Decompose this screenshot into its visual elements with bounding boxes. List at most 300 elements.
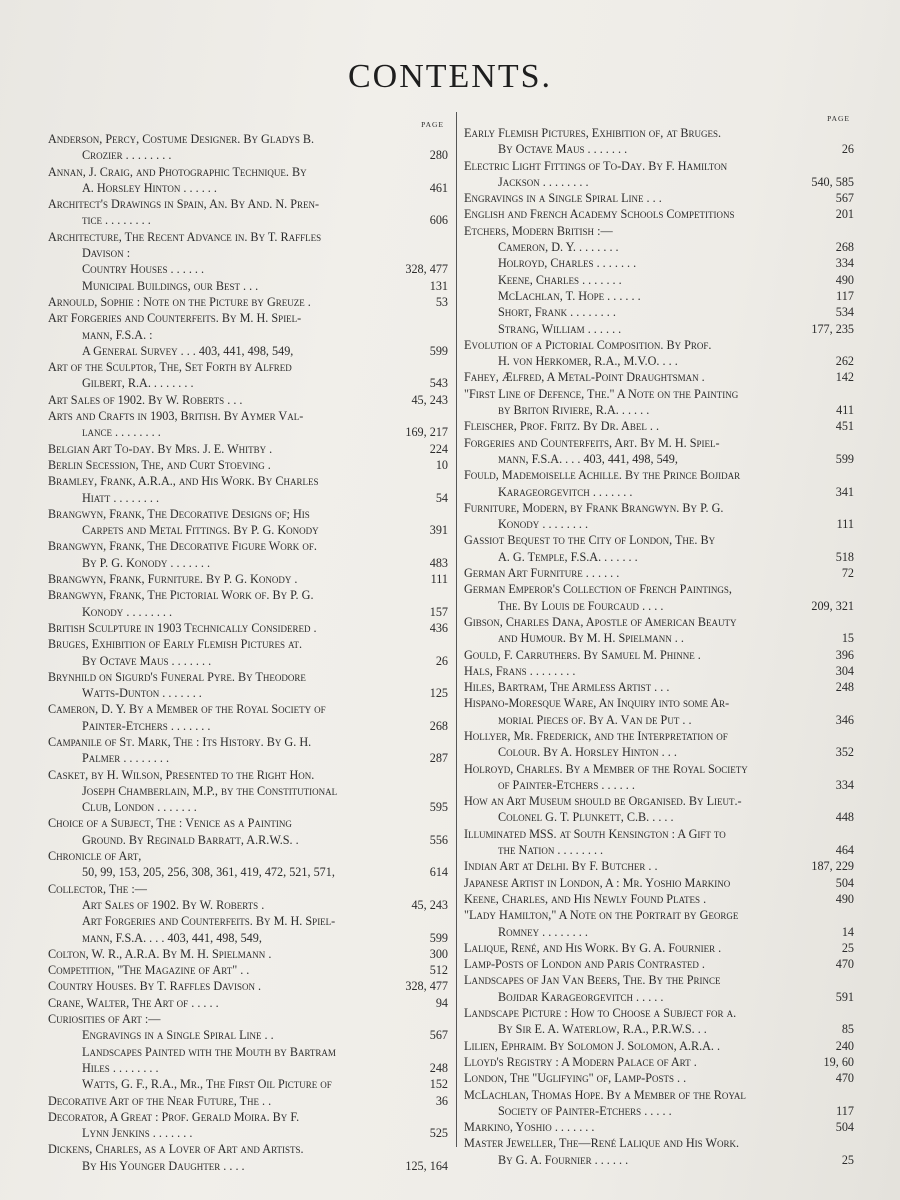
toc-entry-text: Colonel G. T. Plunkett, C.B. . . . . (498, 810, 674, 825)
toc-entry (48, 1093, 448, 1109)
toc-entry (464, 777, 854, 793)
toc-entry (48, 212, 448, 228)
toc-entry (48, 327, 448, 343)
toc-entry-text: Forgeries and Counterfeits, Art. By M. H. Spiel- (464, 435, 720, 450)
toc-page-number: 436 (429, 620, 448, 635)
toc-entry-text: Country Houses. By T. Raffles Davison . (48, 979, 262, 994)
toc-entry-text: Markino, Yoshio . . . . . . . (464, 1120, 595, 1135)
page-column-header: PAGE (421, 120, 444, 129)
toc-entry-text: German Art Furniture . . . . . . (464, 566, 620, 581)
toc-page-number: 72 (841, 566, 854, 581)
toc-entry-text: Architect's Drawings in Spain, An. By And. N. Pren- (48, 197, 320, 212)
toc-entry-text: Arts and Crafts in 1903, British. By Aymer Val- (48, 409, 304, 424)
toc-entry (464, 647, 854, 663)
toc-page-number: 125, 164 (405, 1158, 448, 1173)
toc-page-number: 177, 235 (811, 321, 854, 336)
toc-entry-text: Casket, by H. Wilson, Presented to the Right Hon. (48, 767, 315, 782)
toc-entry (48, 864, 448, 880)
toc-entry-text: Karageorgevitch . . . . . . . (498, 484, 633, 499)
toc-entry (464, 353, 854, 369)
toc-page-number: 411 (836, 403, 854, 418)
toc-entry-text: Crane, Walter, The Art of . . . . . (48, 995, 219, 1010)
toc-entry (48, 180, 448, 196)
toc-entry-text: Lilien, Ephraim. By Solomon J. Solomon, A.R.A. . (464, 1038, 721, 1053)
toc-entry-text: Collector, The :— (48, 881, 147, 896)
toc-page-number: 15 (841, 631, 854, 646)
toc-page-number: 396 (835, 647, 854, 662)
toc-entry-text: Crozier . . . . . . . . (82, 148, 172, 163)
toc-entry (48, 457, 448, 473)
toc-entry-text: Landscape Picture : How to Choose a Subject for a. (464, 1006, 737, 1021)
toc-page-number: 599 (429, 343, 448, 358)
toc-entry (464, 679, 854, 695)
toc-entry (464, 956, 854, 972)
contents-column-left (48, 117, 448, 1174)
toc-page-number: 543 (429, 376, 448, 391)
toc-entry (464, 695, 854, 711)
toc-page-number: 142 (835, 370, 854, 385)
toc-page-number: 300 (429, 946, 448, 961)
toc-entry (464, 972, 854, 988)
toc-entry (48, 718, 448, 734)
toc-entry (464, 1070, 854, 1086)
toc-entry-text: Painter-Etchers . . . . . . . (82, 718, 211, 733)
toc-entry (48, 946, 448, 962)
toc-entry-text: Brangwyn, Frank, The Pictorial Work of. By P. G. (48, 588, 314, 603)
toc-entry-text: A. Horsley Hinton . . . . . . (82, 180, 217, 195)
toc-entry (48, 555, 448, 571)
toc-entry (464, 1038, 854, 1054)
toc-entry (464, 288, 854, 304)
toc-entry-text: Cameron, D. Y. By a Member of the Royal Society of (48, 702, 326, 717)
toc-page-number: 209, 321 (811, 598, 854, 613)
toc-page-number: 26 (841, 142, 854, 157)
toc-entry-text: Furniture, Modern, by Frank Brangwyn. By P. G. (464, 500, 724, 515)
toc-page-number: 470 (835, 1071, 854, 1086)
toc-page-number: 85 (841, 1022, 854, 1037)
toc-entry (48, 261, 448, 277)
toc-entry (48, 294, 448, 310)
toc-page-number: 45, 243 (411, 392, 448, 407)
toc-page-number: 94 (435, 995, 448, 1010)
toc-entry-text: Holroyd, Charles. By a Member of the Royal Society (464, 761, 748, 776)
toc-page-number: 328, 477 (405, 262, 448, 277)
toc-entry-text: Club, London . . . . . . . (82, 800, 197, 815)
toc-entry-text: Annan, J. Craig, and Photographic Technique. By (48, 164, 307, 179)
toc-entry-text: Evolution of a Pictorial Composition. By Prof. (464, 337, 712, 352)
toc-entry-text: lance . . . . . . . . (82, 425, 161, 440)
toc-entry (464, 435, 854, 451)
toc-entry (48, 881, 448, 897)
toc-entry (48, 897, 448, 913)
toc-entry-text: Jackson . . . . . . . . (498, 174, 589, 189)
toc-entry (464, 549, 854, 565)
toc-entry-text: Hiles . . . . . . . . (82, 1060, 159, 1075)
toc-entry (48, 490, 448, 506)
toc-page-number: 10 (435, 457, 448, 472)
toc-entry-text: Short, Frank . . . . . . . . (498, 305, 616, 320)
toc-entry-text: morial Pieces of. By A. Van de Put . . (498, 712, 692, 727)
toc-entry-text: Art Forgeries and Counterfeits. By M. H. Spiel- (48, 311, 302, 326)
toc-entry-text: Country Houses . . . . . . (82, 262, 205, 277)
toc-entry (464, 842, 854, 858)
page-title: CONTENTS. (347, 58, 553, 95)
toc-page-number: 461 (429, 180, 448, 195)
toc-entry-text: Bramley, Frank, A.R.A., and His Work. By Charles (48, 474, 319, 489)
toc-page-number: 25 (841, 1152, 854, 1167)
toc-entry-text: Competition, "The Magazine of Art" . . (48, 963, 250, 978)
toc-entry (464, 174, 854, 190)
toc-entry-text: Hiles, Bartram, The Armless Artist . . . (464, 680, 670, 695)
toc-entry-text: Hollyer, Mr. Frederick, and the Interpretation of (464, 728, 728, 743)
toc-entry (464, 1135, 854, 1151)
toc-entry-text: Colour. By A. Horsley Hinton . . . (498, 745, 677, 760)
toc-entry-text: By G. A. Fournier . . . . . . (498, 1152, 629, 1167)
toc-page-number: 117 (836, 1103, 854, 1118)
toc-entry (464, 386, 854, 402)
toc-entry (464, 663, 854, 679)
toc-entry-text: Gilbert, R.A. . . . . . . . (82, 376, 194, 391)
toc-entry-text: mann, F.S.A. . . . 403, 441, 498, 549, (82, 930, 262, 945)
toc-entry-text: Brangwyn, Frank, The Decorative Designs of; His (48, 506, 310, 521)
toc-entry-text: Holroyd, Charles . . . . . . . (498, 256, 637, 271)
toc-entry (464, 793, 854, 809)
toc-page-number: 248 (835, 680, 854, 695)
toc-page-number: 352 (835, 745, 854, 760)
page-column-header: PAGE (827, 114, 850, 123)
toc-entry (464, 565, 854, 581)
toc-page-number: 451 (835, 419, 854, 434)
toc-entry-text: Hispano-Moresque Ware, An Inquiry into some Ar- (464, 696, 730, 711)
toc-page-number: 341 (835, 484, 854, 499)
toc-entry-text: By Octave Maus . . . . . . . (498, 142, 628, 157)
toc-entry (464, 614, 854, 630)
toc-entry-text: Romney . . . . . . . . (498, 924, 588, 939)
toc-entry-text: McLachlan, T. Hope . . . . . . (498, 288, 641, 303)
toc-entry (48, 164, 448, 180)
toc-entry (464, 304, 854, 320)
toc-entry (464, 728, 854, 744)
toc-page-number: 518 (835, 549, 854, 564)
toc-entry (48, 310, 448, 326)
toc-entry (48, 832, 448, 848)
toc-entry (48, 392, 448, 408)
toc-entry-text: Konody . . . . . . . . (82, 604, 173, 619)
toc-entry (464, 891, 854, 907)
toc-page-number: 595 (429, 800, 448, 815)
toc-entry-text: Lynn Jenkins . . . . . . . (82, 1126, 193, 1141)
toc-entry-text: Hals, Frans . . . . . . . . (464, 663, 576, 678)
toc-entry-text: Master Jeweller, The—René Lalique and His Work. (464, 1136, 739, 1151)
column-divider (456, 112, 457, 1147)
toc-entry-text: Lalique, René, and His Work. By G. A. Fournier . (464, 940, 722, 955)
toc-entry-text: Early Flemish Pictures, Exhibition of, at Bruges. (464, 126, 722, 140)
toc-entry (48, 196, 448, 212)
toc-entry-text: Cameron, D. Y. . . . . . . . (498, 240, 619, 255)
toc-entry (48, 587, 448, 603)
toc-page-number: 591 (835, 989, 854, 1004)
toc-entry (464, 451, 854, 467)
toc-entry-text: Brangwyn, Frank, Furniture. By P. G. Konody . (48, 572, 298, 587)
toc-entry (48, 1125, 448, 1141)
toc-entry (48, 359, 448, 375)
toc-page-number: 504 (835, 875, 854, 890)
toc-entry (48, 815, 448, 831)
toc-entry-text: Campanile of St. Mark, The : Its History. By G. H. (48, 734, 312, 749)
toc-entry (464, 190, 854, 206)
toc-page-number: 391 (429, 523, 448, 538)
toc-page-number: 567 (835, 191, 854, 206)
toc-entry-text: Choice of a Subject, The : Venice as a Painting (48, 816, 292, 831)
toc-entry-text: By His Younger Daughter . . . . (82, 1158, 245, 1173)
toc-entry (464, 272, 854, 288)
toc-entry-text: mann, F.S.A. : (82, 327, 153, 342)
toc-entry (48, 930, 448, 946)
toc-entry (464, 158, 854, 174)
toc-entry (48, 245, 448, 261)
toc-entry-text: By Octave Maus . . . . . . . (82, 653, 212, 668)
toc-entry-text: Watts, G. F., R.A., Mr., The First Oil Picture of (82, 1077, 332, 1092)
toc-entry (464, 1054, 854, 1070)
toc-page-number: 525 (429, 1126, 448, 1141)
toc-entry-text: Art of the Sculptor, The, Set Forth by Alfred (48, 360, 292, 375)
toc-page-number: 201 (835, 207, 854, 222)
toc-entry-text: mann, F.S.A. . . . 403, 441, 498, 549, (498, 451, 678, 466)
toc-entry (48, 424, 448, 440)
left-entries (48, 131, 448, 1174)
toc-entry (464, 598, 854, 614)
toc-page-number: 599 (429, 930, 448, 945)
toc-page-number: 599 (835, 451, 854, 466)
toc-entry-text: Watts-Dunton . . . . . . . (82, 686, 202, 701)
toc-page-number: 334 (835, 777, 854, 792)
toc-entry-text: Art Sales of 1902. By W. Roberts . (82, 897, 265, 912)
toc-entry-text: Anderson, Percy, Costume Designer. By Gladys B. (48, 132, 315, 146)
toc-page-number: 606 (429, 213, 448, 228)
toc-page-number: 346 (835, 712, 854, 727)
toc-entry-text: Strang, William . . . . . . (498, 321, 622, 336)
toc-entry-text: Gassiot Bequest to the City of London, The. By (464, 533, 716, 548)
toc-entry-text: Davison : (82, 246, 131, 261)
toc-page-number: 304 (835, 663, 854, 678)
toc-entry (48, 701, 448, 717)
toc-page-number: 25 (841, 940, 854, 955)
toc-entry-text: Landscapes of Jan Van Beers, The. By the Prince (464, 973, 721, 988)
toc-entry (464, 630, 854, 646)
toc-entry-text: Indian Art at Delhi. By F. Butcher . . (464, 859, 658, 874)
toc-entry-text: Art Sales of 1902. By W. Roberts . . . (48, 392, 243, 407)
toc-entry-text: Bojidar Karageorgevitch . . . . . (498, 989, 664, 1004)
toc-entry (48, 1060, 448, 1076)
toc-page-number: 111 (836, 517, 854, 532)
toc-entry (48, 913, 448, 929)
toc-entry (48, 441, 448, 457)
toc-entry (464, 744, 854, 760)
toc-entry (464, 500, 854, 516)
toc-page-number: 567 (429, 1028, 448, 1043)
toc-entry-text: How an Art Museum should be Organised. By Lieut.- (464, 794, 742, 809)
toc-entry-text: Fleischer, Prof. Fritz. By Dr. Abel . . (464, 419, 660, 434)
toc-entry (48, 408, 448, 424)
toc-entry-text: McLachlan, Thomas Hope. By a Member of the Royal (464, 1087, 746, 1102)
toc-entry-text: Art Forgeries and Counterfeits. By M. H. Spiel- (82, 914, 336, 929)
toc-entry-text: A. G. Temple, F.S.A. . . . . . . (498, 549, 638, 564)
toc-entry (464, 761, 854, 777)
toc-entry-text: Colton, W. R., A.R.A. By M. H. Spielmann . (48, 946, 272, 961)
toc-entry (464, 337, 854, 353)
toc-page-number: 556 (429, 832, 448, 847)
toc-entry (48, 783, 448, 799)
toc-entry-text: "Lady Hamilton," A Note on the Portrait by George (464, 908, 739, 923)
toc-entry (48, 375, 448, 391)
toc-entry (464, 206, 854, 222)
toc-entry (48, 1158, 448, 1174)
toc-page-number: 157 (429, 604, 448, 619)
toc-page-number: 540, 585 (811, 174, 854, 189)
toc-page-number: 268 (835, 240, 854, 255)
toc-page-number: 268 (429, 718, 448, 733)
toc-entry-text: "First Line of Defence, The." A Note on the Painting (464, 386, 739, 401)
toc-entry (464, 809, 854, 825)
toc-page-number: 248 (429, 1060, 448, 1075)
toc-entry (48, 1027, 448, 1043)
toc-entry-text: Hiatt . . . . . . . . (82, 490, 160, 505)
toc-page-number: 512 (429, 963, 448, 978)
toc-entry (464, 1119, 854, 1135)
toc-entry (464, 712, 854, 728)
toc-entry (48, 506, 448, 522)
toc-page-number: 26 (435, 653, 448, 668)
toc-entry (48, 620, 448, 636)
toc-entry (464, 1103, 854, 1119)
toc-entry (464, 907, 854, 923)
toc-entry-text: Decorative Art of the Near Future, The . . (48, 1093, 272, 1108)
toc-page-number: 45, 243 (411, 897, 448, 912)
toc-page-number: 224 (429, 441, 448, 456)
toc-entry-text: Brangwyn, Frank, The Decorative Figure Work of. (48, 539, 317, 554)
toc-entry (48, 848, 448, 864)
toc-page-number: 448 (835, 810, 854, 825)
toc-entry-text: Landscapes Painted with the Mouth by Bartram (82, 1044, 336, 1059)
toc-page-number: 169, 217 (405, 425, 448, 440)
toc-entry (464, 858, 854, 874)
toc-page-number: 19, 60 (823, 1054, 854, 1069)
toc-entry-text: Etchers, Modern British :— (464, 223, 613, 238)
toc-entry-text: British Sculpture in 1903 Technically Considered . (48, 620, 317, 635)
toc-page-number: 187, 229 (811, 859, 854, 874)
toc-entry (48, 750, 448, 766)
toc-page-number: 504 (835, 1120, 854, 1135)
toc-page-number: 287 (429, 751, 448, 766)
toc-entry-text: Architecture, The Recent Advance in. By T. Raffles (48, 229, 322, 244)
toc-page-number: 464 (835, 843, 854, 858)
toc-entry (464, 402, 854, 418)
toc-entry (464, 467, 854, 483)
toc-entry (464, 940, 854, 956)
toc-entry (48, 767, 448, 783)
toc-entry (48, 571, 448, 587)
toc-entry-text: English and French Academy Schools Competitions (464, 207, 735, 222)
toc-page-number: 152 (429, 1077, 448, 1092)
toc-page-number: 614 (429, 865, 448, 880)
toc-page-number: 53 (435, 294, 448, 309)
toc-entry-text: Chronicle of Art, (48, 849, 142, 864)
toc-entry (464, 418, 854, 434)
toc-entry (48, 522, 448, 538)
toc-page-number: 262 (835, 354, 854, 369)
toc-entry (464, 924, 854, 940)
toc-page-number: 240 (835, 1038, 854, 1053)
toc-entry-text: the Nation . . . . . . . . (498, 843, 604, 858)
toc-entry (464, 141, 854, 157)
toc-entry-text: German Emperor's Collection of French Paintings, (464, 582, 732, 597)
toc-entry (48, 1044, 448, 1060)
toc-entry (464, 321, 854, 337)
toc-entry (464, 875, 854, 891)
toc-entry (464, 1021, 854, 1037)
toc-entry-text: Illuminated MSS. at South Kensington : A Gift to (464, 826, 726, 841)
toc-entry-text: Electric Light Fittings of To-Day. By F. Hamilton (464, 158, 728, 173)
toc-entry (48, 1076, 448, 1092)
toc-entry-text: The. By Louis de Fourcaud . . . . (498, 598, 664, 613)
toc-entry (464, 484, 854, 500)
toc-entry-text: tice . . . . . . . . (82, 213, 151, 228)
toc-entry-text: Municipal Buildings, our Best . . . (82, 278, 259, 293)
toc-page-number: 534 (835, 305, 854, 320)
toc-entry-text: Society of Painter-Etchers . . . . . (498, 1103, 672, 1118)
toc-entry-text: Keene, Charles, and His Newly Found Plates . (464, 891, 707, 906)
toc-entry (48, 278, 448, 294)
toc-entry (48, 1011, 448, 1027)
toc-entry (48, 734, 448, 750)
toc-entry (464, 125, 854, 141)
toc-page-number: 125 (429, 686, 448, 701)
right-entries (464, 125, 854, 1168)
toc-entry (48, 962, 448, 978)
toc-entry-text: Berlin Secession, The, and Curt Stoeving . (48, 457, 271, 472)
toc-entry-text: Fould, Mademoiselle Achille. By the Prince Bojidar (464, 468, 741, 483)
toc-entry (48, 473, 448, 489)
toc-entry (464, 255, 854, 271)
toc-entry-text: Brynhild on Sigurd's Funeral Pyre. By Theodore (48, 669, 306, 684)
toc-entry-text: Decorator, A Great : Prof. Gerald Moira. By F. (48, 1109, 300, 1124)
toc-entry-text: Ground. By Reginald Barratt, A.R.W.S. . (82, 832, 299, 847)
toc-entry-text: Palmer . . . . . . . . (82, 751, 170, 766)
toc-page-number: 280 (429, 148, 448, 163)
toc-entry-text: Lamp-Posts of London and Paris Contrasted . (464, 957, 705, 972)
toc-entry (48, 131, 448, 147)
toc-entry (464, 1005, 854, 1021)
toc-entry-text: By P. G. Konody . . . . . . . (82, 555, 211, 570)
toc-entry (48, 147, 448, 163)
toc-entry-text: Gibson, Charles Dana, Apostle of American Beauty (464, 614, 737, 629)
toc-page-number: 334 (835, 256, 854, 271)
toc-entry-text: Arnould, Sophie : Note on the Picture by Greuze . (48, 294, 311, 309)
toc-entry (464, 516, 854, 532)
toc-entry-text: Bruges, Exhibition of Early Flemish Pictures at. (48, 637, 303, 652)
toc-entry (48, 978, 448, 994)
contents-column-right (464, 111, 854, 1168)
toc-entry (464, 369, 854, 385)
toc-entry (464, 989, 854, 1005)
toc-entry (48, 538, 448, 554)
toc-entry-text: Japanese Artist in London, A : Mr. Yoshio Markino (464, 875, 731, 890)
toc-entry (48, 653, 448, 669)
toc-entry-text: Carpets and Metal Fittings. By P. G. Konody (82, 523, 319, 538)
toc-page-number: 131 (429, 278, 448, 293)
toc-page-number: 328, 477 (405, 979, 448, 994)
toc-entry-text: Dickens, Charles, as a Lover of Art and Artists. (48, 1142, 304, 1157)
